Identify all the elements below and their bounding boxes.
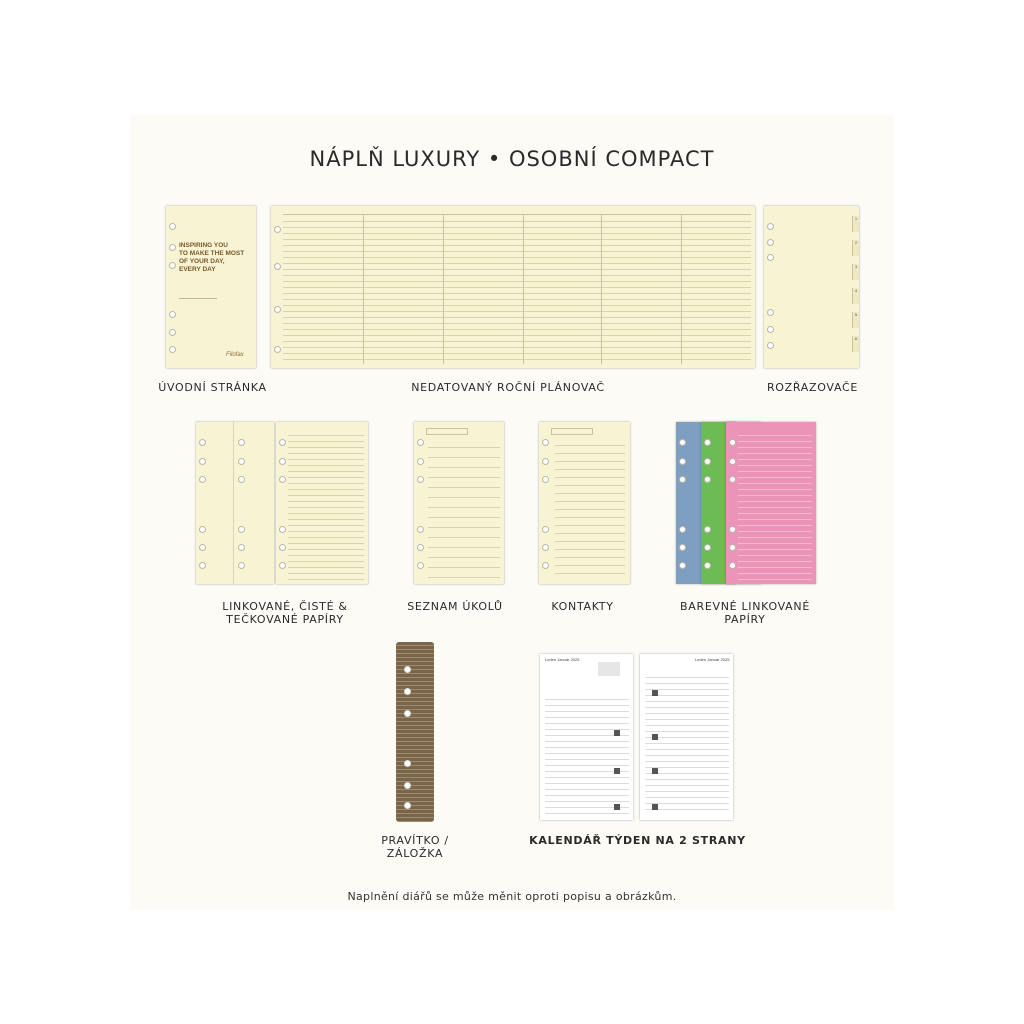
calendar-right-header: Leden Január 2025 [695,657,730,662]
cover-sheet [166,206,256,368]
lined-paper-sheet [276,422,368,584]
cover-label: ÚVODNÍ STRÁNKA [158,381,267,394]
page-title: NÁPLŇ LUXURY • OSOBNÍ COMPACT [309,147,715,171]
calendar-label: KALENDÁŘ TÝDEN NA 2 STRANY [529,834,746,847]
pink-paper [726,422,816,584]
divider-tab-5: 5 [852,312,859,328]
ruler-bookmark [396,642,434,822]
dividers-sheet [764,206,859,368]
calendar-right-page [640,654,733,820]
divider-tab-6: 6 [852,336,859,352]
cover-inspiring-text: INSPIRING YOU TO MAKE THE MOST OF YOUR DAY, EVERY DAY [179,242,245,273]
divider-tab-2: 2 [852,240,859,256]
papers-label: LINKOVANÉ, ČISTÉ & TEČKOVANÉ PAPÍRY [222,600,348,626]
todo-label: SEZNAM ÚKOLŮ [407,600,503,613]
divider-tab-1: 1 [852,216,859,232]
calendar-left-header: Leden Január 2025 [545,657,580,662]
todo-sheet [414,422,504,584]
colored-papers-label: BAREVNÉ LINKOVANÉ PAPÍRY [680,600,810,626]
divider-tab-4: 4 [852,288,859,304]
divider-tab-3: 3 [852,264,859,280]
plain-paper-sheet [196,422,274,584]
contacts-sheet [539,422,630,584]
footnote: Naplnění diářů se může měnit oproti popisu a obrázkům. [347,890,677,903]
contacts-label: KONTAKTY [551,600,614,613]
calendar-left-page [540,654,633,820]
planner-label: NEDATOVANÝ ROČNÍ PLÁNOVAČ [411,381,605,394]
ruler-label: PRAVÍTKO / ZÁLOŽKA [381,834,449,860]
cover-brand: Filofax [226,352,244,358]
planner-sheet [271,206,755,368]
dividers-label: ROZŘAZOVAČE [766,381,859,394]
